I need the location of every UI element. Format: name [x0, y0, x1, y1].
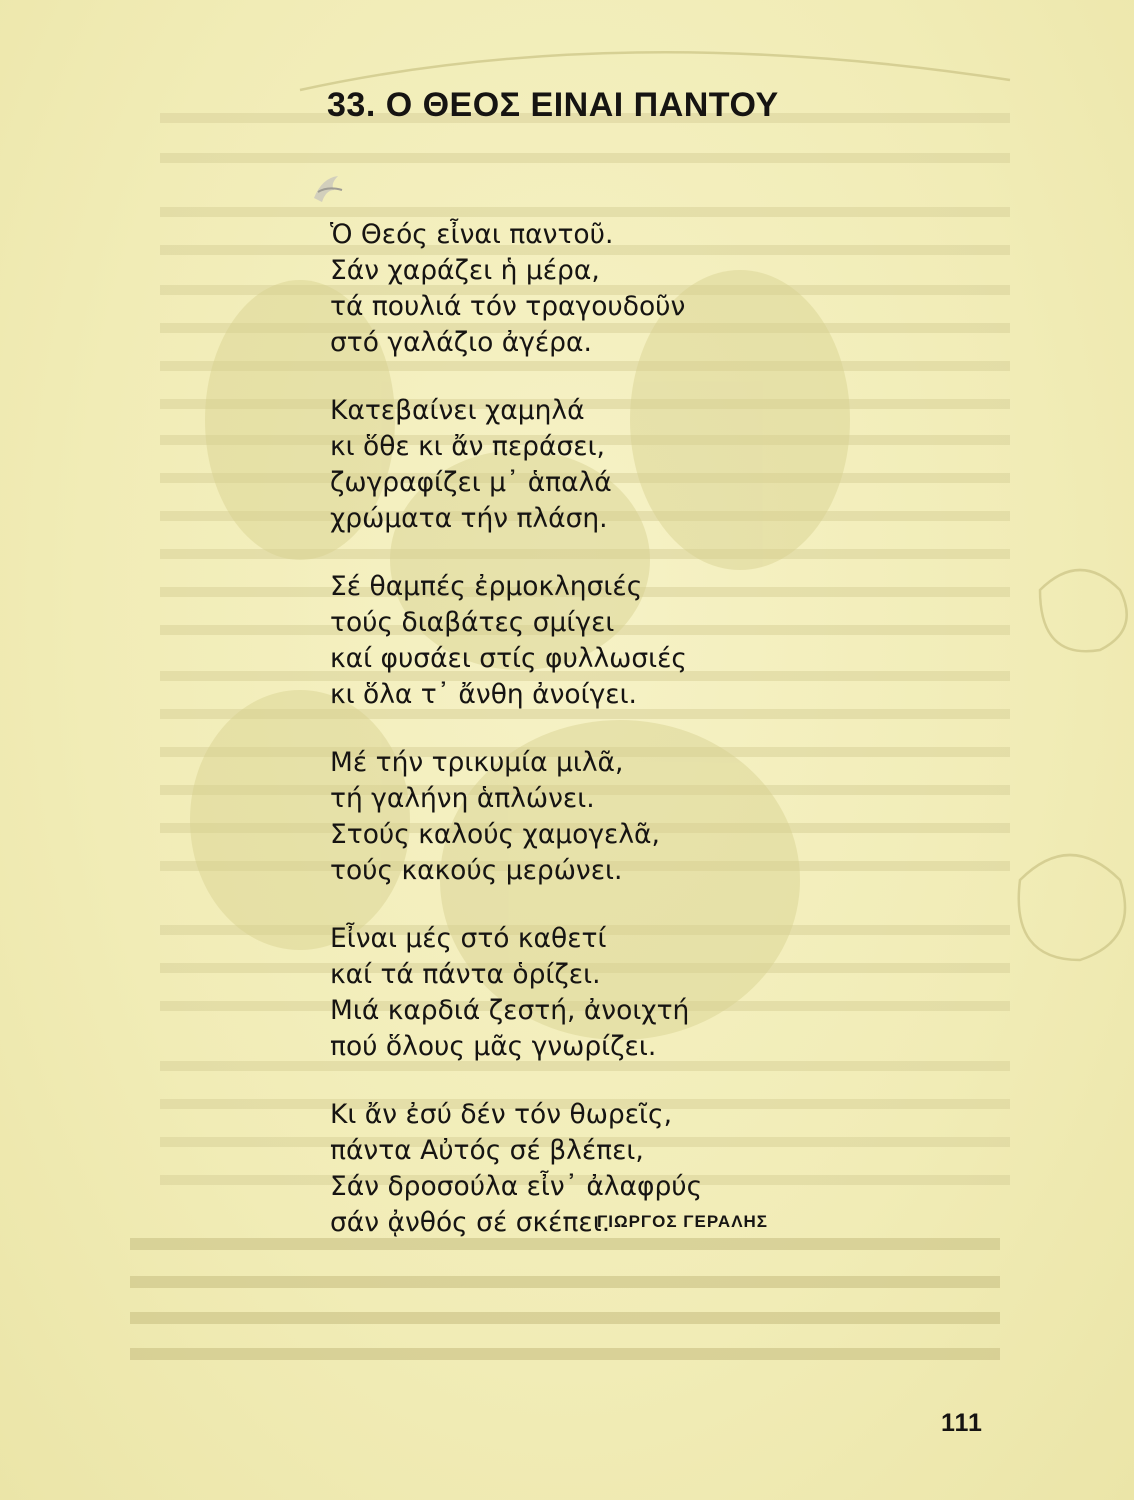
poem-line: σάν ᾀνθός σέ σκέπει. [330, 1207, 611, 1238]
poem-line: τούς διαβάτες σμίγει [330, 607, 615, 638]
poem-line: τούς κακούς μερώνει. [330, 855, 623, 886]
poem-line: τά πουλιά τόν τραγουδοῦν [330, 291, 686, 322]
poem-line: καί φυσάει στίς φυλλωσιές [330, 643, 687, 674]
poem-author: ΓΙΩΡΓΟΣ ΓΕΡΑΛΗΣ [597, 1212, 769, 1231]
poem-line: χρώματα τήν πλάση. [330, 503, 608, 534]
poem-line: ζωγραφίζει μ᾿ ἁπαλά [330, 467, 612, 498]
poem-line: Σάν χαράζει ἡ μέρα, [330, 255, 600, 286]
stanza [330, 745, 810, 889]
poem-line: καί τά πάντα ὁρίζει. [330, 959, 601, 990]
poem-line: Εἶναι μές στό καθετί [330, 923, 607, 954]
stanza [330, 921, 810, 1065]
poem-line: Σέ θαμπές ἐρμοκλησιές [330, 571, 643, 602]
poem-line: Κι ἄν ἐσύ δέν τόν θωρεῖς, [330, 1099, 672, 1130]
poem-line: Ὁ Θεός εἶναι παντοῦ. [330, 219, 614, 250]
stanza [330, 569, 810, 713]
poem-line: Κατεβαίνει χαμηλά [330, 395, 585, 426]
poem-line: Μέ τήν τρικυμία μιλᾶ, [330, 747, 624, 778]
ornament-icon [308, 168, 348, 208]
poem-line: Στούς καλούς χαμογελᾶ, [330, 819, 660, 850]
page-number: 111 [941, 1409, 983, 1437]
poem-line: Μιά καρδιά ζεστή, ἀνοιχτή [330, 995, 690, 1026]
poem-line: πάντα Αὐτός σέ βλέπει, [330, 1135, 644, 1166]
poem-line: πού ὅλους μᾶς γνωρίζει. [330, 1031, 657, 1062]
poem-title: 33. Ο ΘΕΟΣ ΕΙΝΑΙ ΠΑΝΤΟΥ [327, 86, 779, 124]
poem-line: στό γαλάζιο ἀγέρα. [330, 327, 592, 358]
poem-line: κι ὅλα τ᾿ ἄνθη ἀνοίγει. [330, 679, 637, 710]
poem-body [330, 217, 810, 1273]
stanza [330, 393, 810, 537]
stanza [330, 217, 810, 361]
poem-line: κι ὅθε κι ἄν περάσει, [330, 431, 605, 462]
poem-line: Σάν δροσούλα εἶν᾿ ἀλαφρύς [330, 1171, 703, 1202]
poem-line: τή γαλήνη ἁπλώνει. [330, 783, 595, 814]
